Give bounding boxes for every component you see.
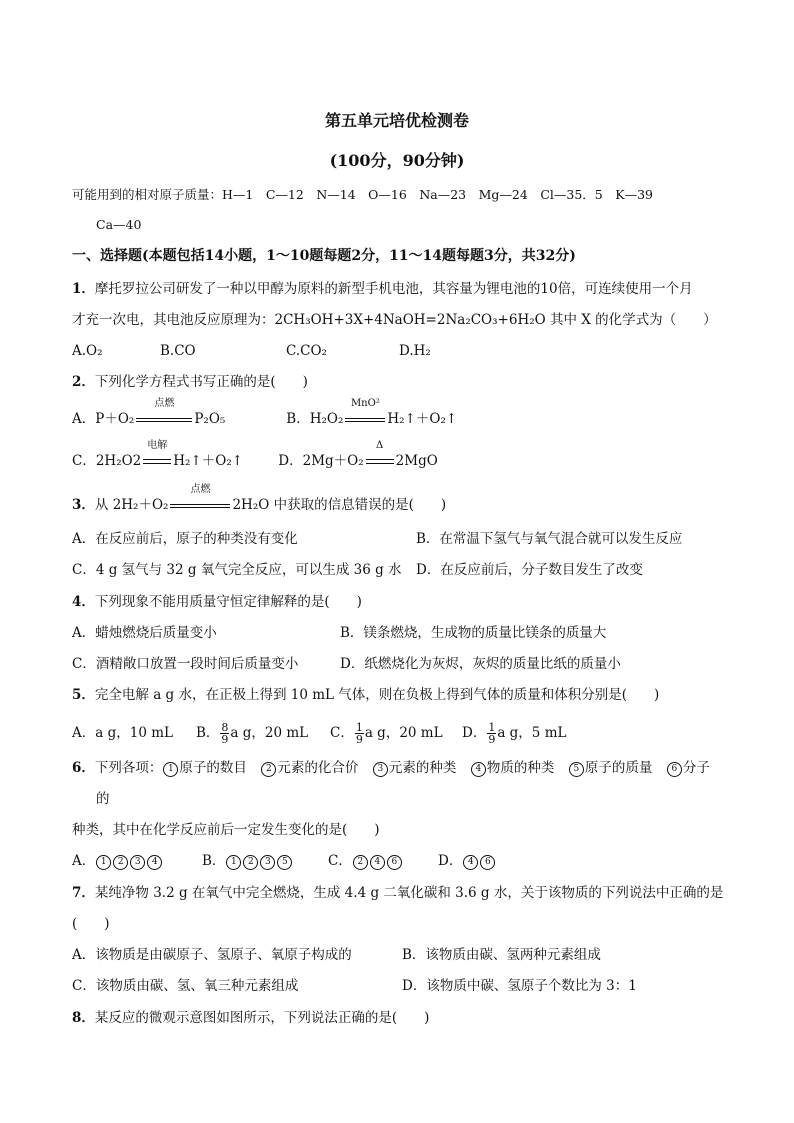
question-text: 某纯净物 3.2 g 在氧气中完全燃烧，生成 4.4 g 二氧化碳和 3.6 g 水，关于该物质的下列说法中正确的是 [94,885,724,901]
option-label: C． [72,453,96,469]
question-text: 摩托罗拉公司研发了一种以甲醇为原料的新型手机电池，其容量为锂电池的10倍，可连续使用一个月 [94,281,693,297]
circled-number: 3 [373,762,388,777]
option-a: A．a g，10 mL [72,725,173,741]
reaction-arrow [345,398,385,428]
numerator: 8 [221,721,229,734]
option-label: B． [196,725,220,741]
equation-left: 从 2H₂＋O₂ [94,497,169,513]
option-a: A．蜡烛燃烧后质量变小 [72,625,217,641]
option-b [286,398,458,428]
circled-number: 6 [387,855,402,870]
question-text: 某反应的微观示意图如图所示，下列说法正确的是( ) [94,1010,430,1026]
option-c [328,852,438,870]
option-c [72,440,274,470]
option-label: D． [438,853,463,869]
option-b [202,852,328,870]
fraction [487,722,496,745]
circled-number: 1 [163,762,178,777]
question-7-stem [72,884,723,902]
question-7-options-ab [72,946,601,964]
item-text: 元素的种类 [388,760,457,776]
equation-right: 2MgO [395,453,438,469]
option-d: D．该物质中碳、氢原子个数比为 3：1 [402,978,637,994]
atomic-masses-line2: Ca—40 [96,217,142,232]
question-number: 5． [72,687,95,703]
question-7-options-cd [72,977,637,995]
item-text: 原子的数目 [179,760,247,776]
reaction-arrow [170,484,230,514]
option-c: C．该物质由碳、氢、氧三种元素组成 [72,978,299,994]
option-a [72,852,202,870]
question-4-stem [72,593,362,611]
circled-number: 5 [277,855,292,870]
question-5-options [72,720,566,746]
question-4-options-cd [72,655,621,673]
question-number: 6． [72,760,95,776]
circled-number: 6 [480,855,495,870]
question-number: 4． [72,594,95,610]
option-b: B．在常温下氢气与氧气混合就可以发生反应 [416,531,683,547]
option-a: A.O₂ [72,343,103,359]
option-text: a g，20 mL [230,725,309,741]
question-8-stem [72,1009,429,1027]
question-text: 下列现象不能用质量守恒定律解释的是( ) [94,594,362,610]
option-d [278,440,438,470]
circled-number: 2 [261,762,276,777]
question-6-line3: 种类，其中在化学反应前后一定发生变化的是( ) [72,822,380,838]
section-heading: 一、选择题(本题包括14小题，1～10题每题2分，11～14题每题3分，共32分) [72,248,576,264]
numerator: 1 [355,721,363,734]
page-title: 第五单元培优检测卷 [324,111,469,130]
question-number: 1． [72,281,95,297]
reaction-condition: MnO² [350,398,380,409]
circled-number: 4 [463,855,478,870]
question-number: 2． [72,374,95,390]
question-1-line2: 才充一次电，其电池反应原理为：2CH₃OH+3X+4NaOH=2Na₂CO₃+6H₂O 其中 X 的化学式为（ ） [72,312,717,328]
option-text: a g，20 mL [364,725,443,741]
question-4-options-ab [72,624,606,642]
option-label: A． [72,411,96,427]
question-text: 完全电解 a g 水，在正极上得到 10 mL 气体，则在负极上得到气体的质量和体积分别是( ) [94,687,660,703]
numerator: 1 [488,721,496,734]
question-3-options-cd [72,561,643,579]
fraction [220,722,229,745]
option-a [72,398,282,428]
option-c [330,720,462,746]
circled-number: 6 [667,762,682,777]
reaction-condition: 电解 [147,440,168,451]
reaction-arrow [136,398,192,428]
reaction-condition: Δ [376,440,384,451]
question-2-stem [72,373,308,391]
equation-right: H₂↑＋O₂↑ [173,453,244,469]
question-2-options-cd [72,440,438,470]
score-time-subtitle: (100分，90分钟) [329,151,465,170]
option-b: B．镁条燃烧，生成物的质量比镁条的质量大 [340,625,607,641]
question-text: 下列化学方程式书写正确的是( ) [94,374,308,390]
atomic-masses-line1: 可能用到的相对原子质量：H—1 C—12 N—14 O—16 Na—23 Mg—24 Cl—35．5 K—39 [72,187,653,202]
option-d [462,720,566,746]
option-text: a g，5 mL [497,725,567,741]
option-label: B． [202,853,226,869]
reaction-arrow [143,440,171,470]
option-a: A．该物质是由碳原子、氢原子、氧原子构成的 [72,947,352,963]
option-d: D．纸燃烧化为灰烬，灰烬的质量比纸的质量小 [340,656,621,672]
question-1-line1 [72,280,693,298]
option-b: B.CO [160,343,196,359]
option-b: B．该物质由碳、氢两种元素组成 [402,947,601,963]
option-c: C．4 g 氢气与 32 g 氧气完全反应，可以生成 36 g 水 [72,562,402,578]
circled-number: 1 [96,855,111,870]
option-c: C．酒精敞口放置一段时间后质量变小 [72,656,299,672]
item-text: 物质的种类 [486,760,555,776]
question-number: 8． [72,1010,95,1026]
circled-number: 3 [130,855,145,870]
denominator: 9 [355,733,363,746]
option-d: D．在反应前后，分子数目发生了改变 [416,562,643,578]
denominator: 9 [488,733,496,746]
reaction-condition: 点燃 [154,398,175,409]
circled-number: 2 [113,855,128,870]
question-3-options-ab [72,530,682,548]
reaction-condition: 点燃 [190,484,211,495]
question-5-stem [72,686,659,704]
question-6-options [72,852,496,870]
option-label: B． [286,411,310,427]
circled-number: 2 [353,855,368,870]
question-text: 下列各项： [94,760,163,776]
equation-left: 2Mg＋O₂ [302,453,364,469]
question-6-stem [72,759,710,777]
question-text: 2H₂O 中获取的信息错误的是( ) [232,497,447,513]
option-label: C． [328,853,352,869]
option-label: D． [278,453,303,469]
option-b [196,720,330,746]
option-d: D.H₂ [399,343,431,359]
equation-left: P＋O₂ [95,411,135,427]
option-a: A．在反应前后，原子的种类没有变化 [72,531,298,547]
circled-number: 2 [243,855,258,870]
question-3-stem [72,484,447,514]
option-d [438,852,496,870]
question-number: 3． [72,497,95,513]
circled-number: 1 [226,855,241,870]
option-label: C． [330,725,354,741]
equation-right: P₂O₅ [194,411,226,427]
item-text: 原子的质量 [584,760,653,776]
question-6-wrap: 的 [96,791,110,807]
circled-number: 4 [471,762,486,777]
option-label: D． [462,725,487,741]
denominator: 9 [221,733,229,746]
circled-number: 3 [260,855,275,870]
question-2-options-ab [72,398,458,428]
item-text: 分子 [682,760,710,776]
question-1-options [72,342,431,360]
item-text: 元素的化合价 [277,760,359,776]
circled-number: 4 [370,855,385,870]
option-c: C.CO₂ [286,343,327,359]
option-label: A． [72,853,96,869]
fraction [355,722,364,745]
equation-right: H₂↑＋O₂↑ [387,411,458,427]
equation-left: H₂O₂ [309,411,344,427]
reaction-arrow [366,440,394,470]
equation-left: 2H₂O2 [95,453,142,469]
question-7-paren: ( ) [72,916,110,932]
circled-number: 5 [569,762,584,777]
question-number: 7． [72,885,95,901]
circled-number: 4 [147,855,162,870]
